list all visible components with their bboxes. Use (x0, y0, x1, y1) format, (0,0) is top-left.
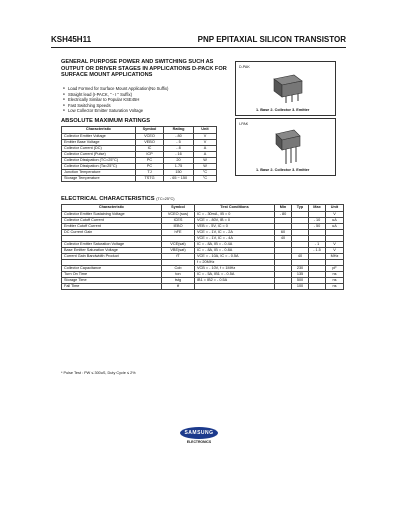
table-cell: ns (326, 277, 344, 283)
table-cell: V (194, 139, 217, 145)
col-header: Unit (326, 205, 344, 212)
document-title: PNP EPITAXIAL SILICON TRANSISTOR (197, 35, 346, 44)
table-cell: TSTG (136, 175, 164, 181)
table-cell: Fall Time (62, 283, 162, 289)
elec-subtitle: (TC=25°C) (156, 197, 175, 201)
table-cell: - 1 (309, 241, 326, 247)
col-header: Unit (194, 127, 217, 134)
table-cell: - 1.5 (309, 247, 326, 253)
table-header-row (62, 127, 217, 134)
table-cell (309, 283, 326, 289)
features-list (63, 86, 233, 114)
table-cell: 100 (292, 283, 309, 289)
table-cell: IC = - 5A, IB1 = - 0.5A (195, 271, 275, 277)
table-cell: V (326, 247, 344, 253)
table-cell: uA (326, 223, 344, 229)
col-header: Symbol (162, 205, 195, 212)
table-cell: VCE = - 10A, IC = - 0.5A (195, 253, 275, 259)
table-cell: A (194, 145, 217, 151)
table-cell: V (194, 133, 217, 139)
table-cell: Collector Dissipation (TC=25°C) (62, 157, 136, 163)
table-cell: °C (194, 175, 217, 181)
table-cell: IC = - 30mA , IB = 0 (195, 211, 275, 217)
table-cell: ICP (136, 151, 164, 157)
table-cell: DC Current Gain (62, 229, 162, 235)
col-header: Test Conditions (195, 205, 275, 212)
table-cell: - 5 (164, 139, 194, 145)
abs-max-table (61, 126, 217, 182)
package-label: I-PAK (239, 122, 249, 126)
table-cell: Junction Temperature (62, 169, 136, 175)
package-label: D-PAK (239, 65, 250, 69)
table-cell: VCE = - 1V, IC = - 4A (195, 235, 275, 241)
table-cell: uA (326, 217, 344, 223)
table-cell: VCE(sat) (162, 241, 195, 247)
package-pin-caption: 1. Base 2. Collector 3. Emitter (256, 168, 310, 172)
table-cell: - 16 (164, 151, 194, 157)
col-header: Symbol (136, 127, 164, 134)
table-cell: Collector Emitter Saturation Voltage (62, 241, 162, 247)
col-header: Characteristic (62, 127, 136, 134)
table-cell: 1.75 (164, 163, 194, 169)
table-cell: tstg (162, 277, 195, 283)
table-cell: °C (194, 169, 217, 175)
dpak-package-icon (268, 71, 308, 105)
table-cell: VCEO (sus) (162, 211, 195, 217)
table-cell: 20 (164, 157, 194, 163)
table-cell: Cob (162, 265, 195, 271)
table-cell: Collector Emitter Voltage (62, 133, 136, 139)
table-cell: IC = - 8A, IB = - 0.4A (195, 241, 275, 247)
table-cell: Storage Time (62, 277, 162, 283)
table-cell: V (326, 241, 344, 247)
table-cell: ton (162, 271, 195, 277)
table-cell: PC (136, 157, 164, 163)
table-cell: 150 (164, 169, 194, 175)
col-header: Typ (292, 205, 309, 212)
col-header: Min (275, 205, 292, 212)
table-cell: W (194, 157, 217, 163)
logo-subtitle: ELECTRONICS (186, 440, 212, 444)
table-cell: Emitter Base Voltage (62, 139, 136, 145)
table-cell: VCE = - 80V, IB = 0 (195, 217, 275, 223)
part-number: KSH45H11 (51, 35, 92, 44)
col-header: Max (309, 205, 326, 212)
table-cell: Collector Capacitance (62, 265, 162, 271)
table-cell: IEBO (162, 223, 195, 229)
table-cell: - 65 ~ 150 (164, 175, 194, 181)
table-row (62, 175, 217, 181)
table-cell: W (194, 163, 217, 169)
table-cell: ns (326, 283, 344, 289)
table-cell: VEB = - 5V, IC = 0 (195, 223, 275, 229)
table-cell: V (326, 211, 344, 217)
package-box-ipak (235, 118, 336, 176)
feature-item: ● Straight lead (I-PACK, " - I " Suffix) (63, 92, 233, 98)
elec-title-text: ELECTRICAL CHARACTERISTICS (61, 196, 155, 202)
table-cell: 230 (292, 265, 309, 271)
header-divider (51, 47, 346, 48)
table-cell: Collector Current (Pulse) (62, 151, 136, 157)
col-header: Characteristic (62, 205, 162, 212)
samsung-logo: SAMSUNG (180, 427, 218, 439)
feature-item: ● Fast Switching Speeds (63, 103, 233, 109)
table-cell: - 80 (275, 211, 292, 217)
table-row (62, 253, 344, 259)
table-cell: fT (162, 253, 195, 259)
table-cell: - 50 (309, 223, 326, 229)
table-cell: ICES (162, 217, 195, 223)
feature-item: ● Electrically Similar to Popular KSE45H (63, 97, 233, 103)
table-cell: Storage Temperature (62, 175, 136, 181)
table-header-row (62, 205, 344, 212)
table-cell: pF (326, 265, 344, 271)
table-cell: VCB = - 10V, f = 1MHz (195, 265, 275, 271)
footnote: * Pulse Test : PW ≤ 300uS, Duty Cycle ≤ 2% (61, 371, 136, 375)
table-cell (275, 283, 292, 289)
table-cell: Current Gain Bandwidth Product (62, 253, 162, 259)
table-cell: ns (326, 271, 344, 277)
feature-item: ● Load Formed for Surface Mount Application(No Suffix) (63, 86, 233, 92)
table-cell: 500 (292, 277, 309, 283)
elec-title (61, 196, 175, 202)
table-cell: Collector Dissipation (Ta=25°C) (62, 163, 136, 169)
table-cell: MHz (326, 253, 344, 259)
table-cell: VBE(sat) (162, 247, 195, 253)
table-row (62, 283, 344, 289)
package-box-dpak (235, 61, 336, 116)
feature-item: ● Low Collector Emitter Saturation Voltage (63, 108, 233, 114)
table-cell: Turn On Time (62, 271, 162, 277)
table-cell: Emitter Cutoff Current (62, 223, 162, 229)
table-cell: PC (136, 163, 164, 169)
table-cell: 40 (292, 253, 309, 259)
table-cell: VEBO (136, 139, 164, 145)
table-cell (195, 283, 275, 289)
table-cell: tf (162, 283, 195, 289)
package-pin-caption: 1. Base 2. Collector 3. Emitter (256, 108, 310, 112)
elec-table (61, 204, 344, 290)
table-cell: - 8 (164, 145, 194, 151)
table-cell: 135 (292, 271, 309, 277)
abs-max-title: ABSOLUTE MAXIMUM RATINGS (61, 118, 151, 124)
table-cell: - 10 (309, 217, 326, 223)
features-title: GENERAL PURPOSE POWER AND SWITCHING SUCH AS OUTPUT OR DRIVER STAGES IN APPLICATIONS D-PACK FOR SURFACE MOUNT APPLICATIONS (61, 59, 227, 79)
table-cell: VCEO (136, 133, 164, 139)
ipak-package-icon (268, 128, 308, 166)
table-cell: IB1 = IB2 = - 0.5A (195, 277, 275, 283)
table-cell: TJ (136, 169, 164, 175)
table-cell: Collector Cutoff Current (62, 217, 162, 223)
table-cell: Collector Current (DC) (62, 145, 136, 151)
col-header: Rating (164, 127, 194, 134)
table-cell: IC = - 8A, IB = - 0.8A (195, 247, 275, 253)
table-cell: A (194, 151, 217, 157)
table-cell: VCE = - 1V, IC = - 2A (195, 229, 275, 235)
table-cell: 60 (275, 229, 292, 235)
table-cell: 40 (275, 235, 292, 241)
table-cell: Base Emitter Saturation Voltage (62, 247, 162, 253)
table-cell: Collector Emitter Sustaining Voltage (62, 211, 162, 217)
table-cell: hFE (162, 229, 195, 235)
table-cell: IC (136, 145, 164, 151)
table-cell: - 80 (164, 133, 194, 139)
table-cell: f = 20MHz (195, 259, 275, 265)
